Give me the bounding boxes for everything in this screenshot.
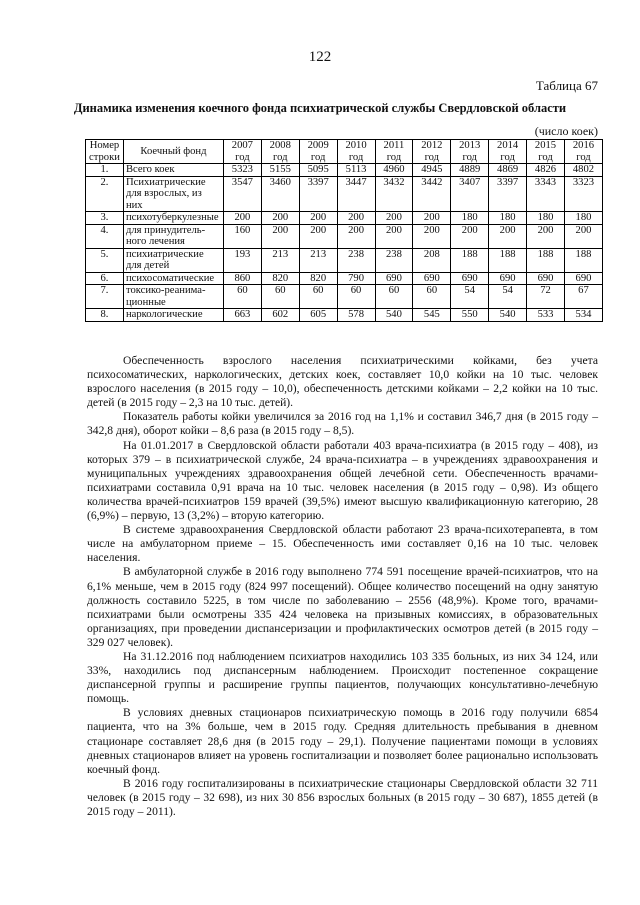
row-label: психотуберкулезные	[123, 212, 223, 225]
body-text	[87, 354, 598, 819]
table-row	[86, 272, 603, 285]
cell-value: 180	[527, 212, 565, 225]
row-label: токсико-реанима-ционные	[123, 285, 223, 309]
paragraph: В 2016 году госпитализированы в психиатрические стационары Свердловской области 32 711 человек (в 2015 году – 32 698), из них 30 856 взрослых больных (в 2015 году – 30 687), 1855 детей (в 2015 году – 2011).	[87, 776, 598, 818]
header-year: 2014 год	[489, 140, 527, 164]
cell-value: 60	[375, 285, 413, 309]
header-year: 2011 год	[375, 140, 413, 164]
paragraph: В амбулаторной службе в 2016 году выполнено 774 591 посещение врачей-психиатров, что на 6,1% меньше, чем в 2015 году (824 997 посещений). Общее количество посещений на одну занятую должность составило 5225, в том числе по заболеванию – 2556 (48,9%). Кроме того, врачами-психиатрами были осмотрены 335 424 человека на призывных комиссиях, в образовательных организациях, при проведении диспансеризации и профилактических осмотров детей (в 2015 году – 329 027 человек).	[87, 565, 598, 649]
cell-value: 200	[261, 212, 299, 225]
cell-value: 188	[489, 248, 527, 272]
row-label: психиатрические для детей	[123, 248, 223, 272]
row-label: психосоматические	[123, 272, 223, 285]
cell-value: 3343	[527, 176, 565, 212]
cell-value: 200	[223, 212, 261, 225]
cell-value: 180	[451, 212, 489, 225]
row-number: 2.	[86, 176, 124, 212]
cell-value: 188	[451, 248, 489, 272]
cell-value: 4960	[375, 164, 413, 177]
row-label: наркологические	[123, 309, 223, 322]
cell-value: 200	[261, 224, 299, 248]
cell-value: 180	[489, 212, 527, 225]
table-label: Таблица 67	[535, 78, 598, 93]
cell-value: 213	[261, 248, 299, 272]
cell-value: 690	[489, 272, 527, 285]
header-bed-fund: Коечный фонд	[123, 140, 223, 164]
cell-value: 60	[261, 285, 299, 309]
cell-value: 188	[564, 248, 602, 272]
unit-note: (число коек)	[534, 124, 598, 138]
header-year: 2013 год	[451, 140, 489, 164]
page-number: 122	[308, 49, 332, 65]
cell-value: 200	[299, 224, 337, 248]
cell-value: 200	[299, 212, 337, 225]
cell-value: 3397	[299, 176, 337, 212]
cell-value: 3407	[451, 176, 489, 212]
paragraph: В условиях дневных стационаров психиатрическую помощь в 2016 году получили 6854 пациента, что на 3% больше, чем в 2015 году. Средняя длительность пребывания в дневном стационаре составляет 28,6 дня (в 2015 году – 29,1). Получение пациентами помощи в условиях дневных стационаров влияет на уровень госпитализации и позволяет более рационально использовать коечный фонд.	[87, 706, 598, 776]
cell-value: 200	[489, 224, 527, 248]
cell-value: 690	[527, 272, 565, 285]
cell-value: 602	[261, 309, 299, 322]
cell-value: 54	[451, 285, 489, 309]
cell-value: 54	[489, 285, 527, 309]
cell-value: 3460	[261, 176, 299, 212]
cell-value: 690	[375, 272, 413, 285]
table-row	[86, 164, 603, 177]
row-number: 1.	[86, 164, 124, 177]
paragraph: Показатель работы койки увеличился за 2016 год на 1,1% и составил 346,7 дня (в 2015 году – 342,8 дня), оборот койки – 8,6 раза (в 2015 году – 8,5).	[87, 410, 598, 438]
cell-value: 60	[299, 285, 337, 309]
cell-value: 200	[375, 224, 413, 248]
cell-value: 3442	[413, 176, 451, 212]
paragraph: На 31.12.2016 под наблюдением психиатров находились 103 335 больных, из них 34 124, или 33%, находились под диспансерным наблюдением. Происходит постепенное сокращение диспансерной группы и расширение группы пациентов, получающих консультативно-лечебную помощь.	[87, 649, 598, 706]
table-header-row	[86, 140, 603, 164]
header-year: 2012 год	[413, 140, 451, 164]
cell-value: 200	[413, 224, 451, 248]
table-row	[86, 285, 603, 309]
row-label: Психиатрические для взрослых, из них	[123, 176, 223, 212]
cell-value: 3432	[375, 176, 413, 212]
cell-value: 5323	[223, 164, 261, 177]
bed-fund-table	[85, 139, 603, 322]
cell-value: 188	[527, 248, 565, 272]
cell-value: 238	[337, 248, 375, 272]
cell-value: 663	[223, 309, 261, 322]
row-number: 3.	[86, 212, 124, 225]
paragraph: В системе здравоохранения Свердловской области работают 23 врача-психотерапевта, в том числе на амбулаторном приеме – 15. Обеспеченность ими составляет 0,16 на 10 тыс. человек населения.	[87, 523, 598, 565]
cell-value: 540	[489, 309, 527, 322]
cell-value: 160	[223, 224, 261, 248]
header-year: 2008 год	[261, 140, 299, 164]
cell-value: 533	[527, 309, 565, 322]
table-row	[86, 309, 603, 322]
row-number: 4.	[86, 224, 124, 248]
cell-value: 545	[413, 309, 451, 322]
cell-value: 578	[337, 309, 375, 322]
cell-value: 550	[451, 309, 489, 322]
cell-value: 4826	[527, 164, 565, 177]
table-row	[86, 212, 603, 225]
cell-value: 180	[564, 212, 602, 225]
table-row	[86, 176, 603, 212]
cell-value: 200	[337, 212, 375, 225]
cell-value: 60	[337, 285, 375, 309]
row-label: Всего коек	[123, 164, 223, 177]
cell-value: 690	[564, 272, 602, 285]
cell-value: 208	[413, 248, 451, 272]
header-year: 2016 год	[564, 140, 602, 164]
row-number: 7.	[86, 285, 124, 309]
table-body	[86, 164, 603, 322]
cell-value: 540	[375, 309, 413, 322]
header-row-number: Номер строки	[86, 140, 124, 164]
cell-value: 534	[564, 309, 602, 322]
cell-value: 60	[413, 285, 451, 309]
header-year: 2009 год	[299, 140, 337, 164]
cell-value: 690	[451, 272, 489, 285]
cell-value: 238	[375, 248, 413, 272]
header-year: 2015 год	[527, 140, 565, 164]
cell-value: 820	[261, 272, 299, 285]
cell-value: 60	[223, 285, 261, 309]
cell-value: 5155	[261, 164, 299, 177]
cell-value: 4945	[413, 164, 451, 177]
cell-value: 4802	[564, 164, 602, 177]
cell-value: 200	[564, 224, 602, 248]
cell-value: 200	[527, 224, 565, 248]
cell-value: 860	[223, 272, 261, 285]
cell-value: 4889	[451, 164, 489, 177]
table-title: Динамика изменения коечного фонда психиатрической службы Свердловской области	[73, 101, 567, 115]
header-year: 2010 год	[337, 140, 375, 164]
cell-value: 213	[299, 248, 337, 272]
cell-value: 4869	[489, 164, 527, 177]
cell-value: 200	[413, 212, 451, 225]
paragraph: Обеспеченность взрослого населения психиатрическими койками, без учета психосоматических, наркологических, детских коек, составляет 10,0 койки на 10 тыс. человек взрослого населения (в 2015 году – 10,0), обеспеченность детскими койками – 2,2 койки на 10 тыс. детей (в 2015 году – 2,3 на 10 тыс. детей).	[87, 354, 598, 410]
cell-value: 5095	[299, 164, 337, 177]
row-number: 5.	[86, 248, 124, 272]
header-year: 2007 год	[223, 140, 261, 164]
table-row	[86, 248, 603, 272]
cell-value: 72	[527, 285, 565, 309]
cell-value: 200	[375, 212, 413, 225]
cell-value: 200	[451, 224, 489, 248]
cell-value: 605	[299, 309, 337, 322]
cell-value: 3323	[564, 176, 602, 212]
row-number: 8.	[86, 309, 124, 322]
cell-value: 3547	[223, 176, 261, 212]
paragraph: На 01.01.2017 в Свердловской области работали 403 врача-психиатра (в 2015 году – 408), из которых 379 – в психиатрической службе, 24 врача-психиатра – в учреждениях здравоохранения и муниципальных учреждениях здравоохранения общей лечебной сети. Обеспеченность врачами-психиатрами составила 0,91 врача на 10 тыс. человек населения (в 2015 году – 0,98). Из общего количества врачей-психиатров 159 врачей (39,5%) имеют высшую квалификационную категорию, 28 (6,9%) – первую, 13 (3,2%) – вторую категорию.	[87, 438, 598, 523]
cell-value: 200	[337, 224, 375, 248]
cell-value: 790	[337, 272, 375, 285]
cell-value: 690	[413, 272, 451, 285]
row-label: для принудитель-ного лечения	[123, 224, 223, 248]
table-row	[86, 224, 603, 248]
row-number: 6.	[86, 272, 124, 285]
cell-value: 3447	[337, 176, 375, 212]
cell-value: 3397	[489, 176, 527, 212]
cell-value: 67	[564, 285, 602, 309]
cell-value: 5113	[337, 164, 375, 177]
cell-value: 820	[299, 272, 337, 285]
cell-value: 193	[223, 248, 261, 272]
